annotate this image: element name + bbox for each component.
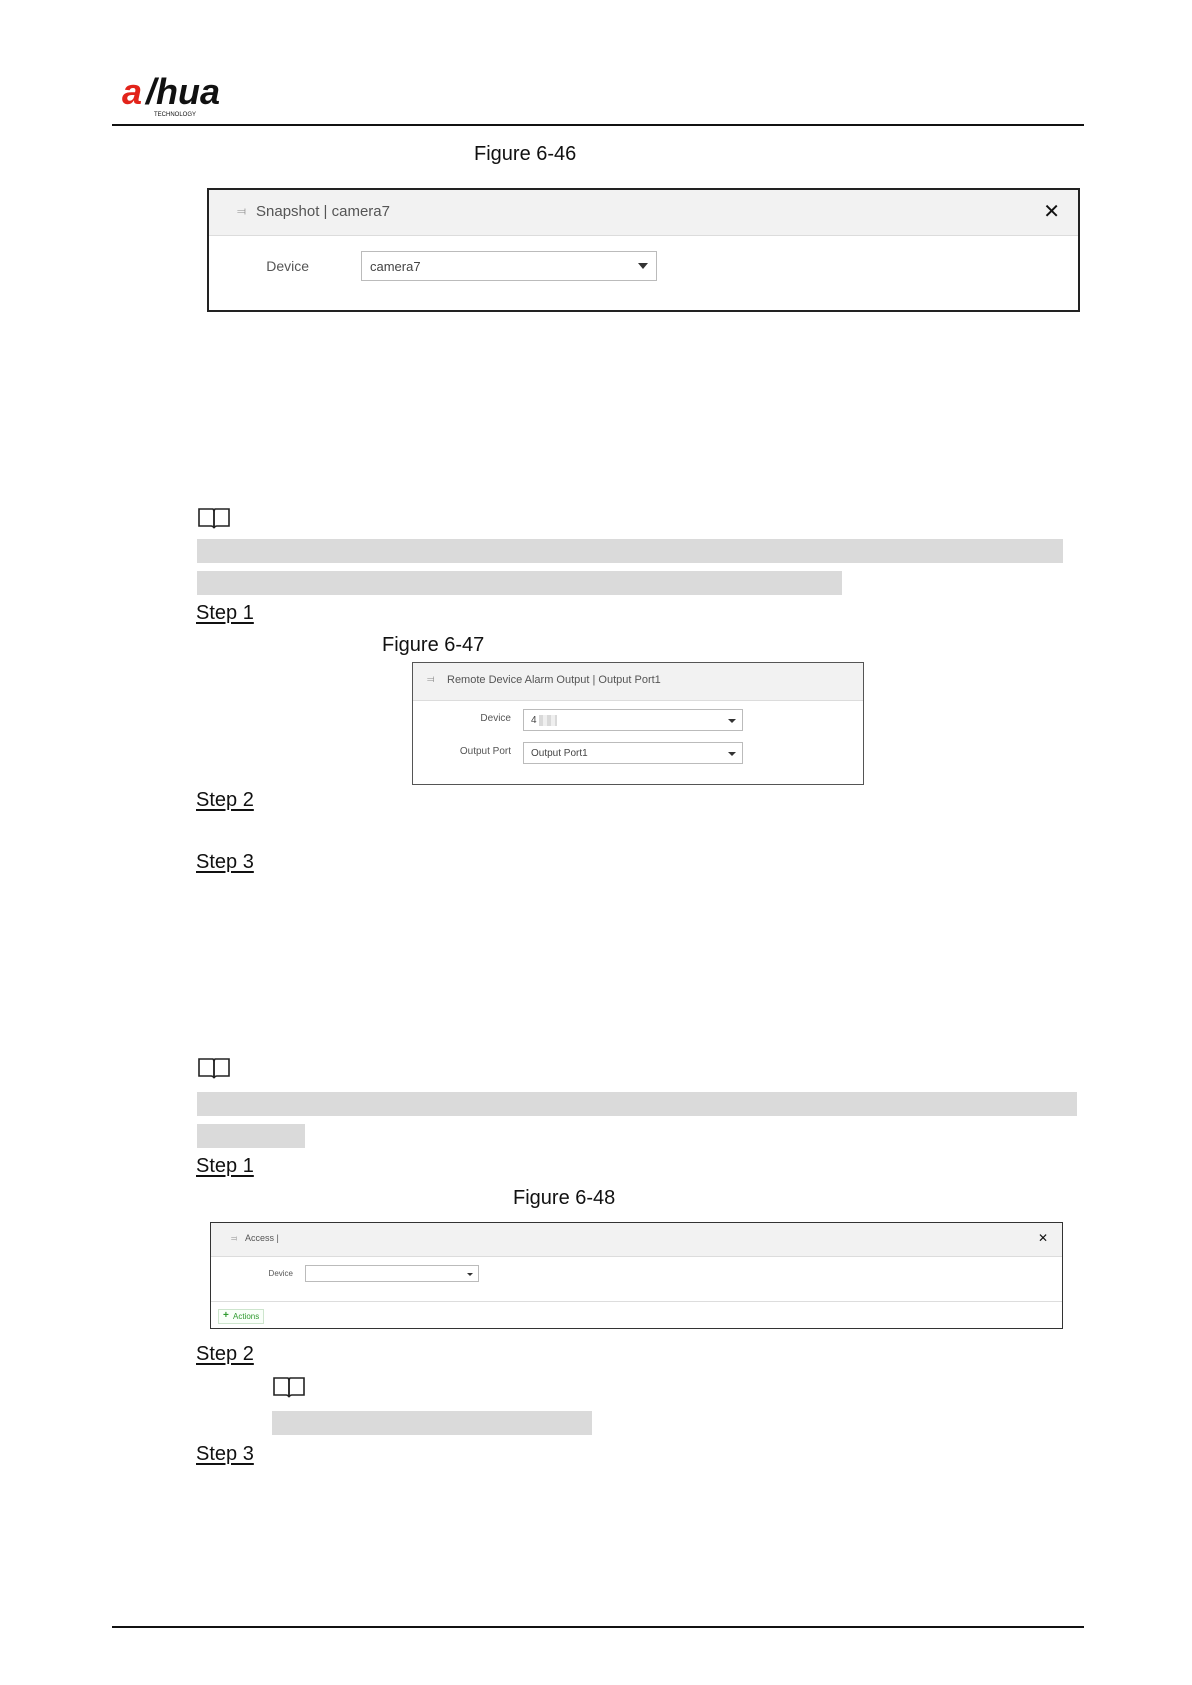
remote-alarm-output-panel xyxy=(412,662,864,785)
redacted-block xyxy=(539,715,557,726)
panel-header xyxy=(413,663,863,701)
chevron-down-icon xyxy=(728,719,736,723)
device-select[interactable] xyxy=(523,709,743,731)
note-text-highlight xyxy=(272,1411,592,1435)
device-label: Device xyxy=(268,1269,293,1278)
logo-sub: TECHNOLOGY xyxy=(154,112,197,118)
access-panel xyxy=(210,1222,1063,1329)
device-select-value: camera7 xyxy=(370,259,421,274)
chevron-down-icon xyxy=(728,752,736,756)
output-port-select[interactable] xyxy=(523,742,743,764)
device-select[interactable] xyxy=(305,1265,479,1282)
collapse-chevron-icon[interactable]: ⫤ xyxy=(231,1234,238,1243)
device-select[interactable] xyxy=(361,251,657,281)
step-label: Step 3 xyxy=(196,1443,254,1465)
plus-icon: + xyxy=(223,1310,229,1321)
device-select-value: 4 xyxy=(531,715,537,726)
step-label: Step 3 xyxy=(196,851,254,873)
dahua-logo xyxy=(120,70,260,120)
panel-title: Access | xyxy=(245,1233,279,1243)
footer-rule xyxy=(112,1626,1084,1628)
step-label: Step 1 xyxy=(196,1155,254,1177)
close-icon[interactable]: ✕ xyxy=(1037,1231,1048,1245)
device-label: Device xyxy=(266,258,309,274)
note-book-icon xyxy=(197,1056,231,1080)
close-icon[interactable]: ✕ xyxy=(1043,201,1060,223)
note-text-highlight xyxy=(197,571,842,595)
panel-title: Snapshot | camera7 xyxy=(256,203,390,220)
actions-button-label: Actions xyxy=(233,1312,260,1321)
add-actions-button[interactable] xyxy=(218,1309,264,1324)
device-label: Device xyxy=(480,713,511,724)
output-port-select-value: Output Port1 xyxy=(531,748,588,759)
note-text-highlight xyxy=(197,1124,305,1148)
note-text-highlight xyxy=(197,539,1063,563)
snapshot-panel xyxy=(207,188,1080,312)
header-rule xyxy=(112,124,1084,126)
collapse-chevron-icon[interactable]: ⫤ xyxy=(427,674,435,685)
note-text-highlight xyxy=(197,1092,1077,1116)
figure-caption: Figure 6-47 xyxy=(382,634,485,656)
note-book-icon xyxy=(197,506,231,530)
chevron-down-icon xyxy=(638,263,648,269)
logo-letter-a: a xyxy=(122,71,143,112)
figure-caption: Figure 6-46 xyxy=(474,143,577,165)
step-label: Step 2 xyxy=(196,789,254,811)
panel-header xyxy=(211,1223,1062,1257)
figure-caption: Figure 6-48 xyxy=(513,1187,616,1209)
note-book-icon xyxy=(272,1375,306,1399)
logo-letters: /hua xyxy=(146,71,221,112)
panel-header xyxy=(209,190,1078,236)
chevron-down-icon xyxy=(467,1273,473,1276)
output-port-label: Output Port xyxy=(459,746,511,757)
panel-title: Remote Device Alarm Output | Output Port1 xyxy=(447,674,661,686)
panel-divider xyxy=(211,1301,1062,1302)
step-label: Step 1 xyxy=(196,602,254,624)
collapse-chevron-icon[interactable]: ⫤ xyxy=(237,204,247,218)
step-label: Step 2 xyxy=(196,1343,254,1365)
